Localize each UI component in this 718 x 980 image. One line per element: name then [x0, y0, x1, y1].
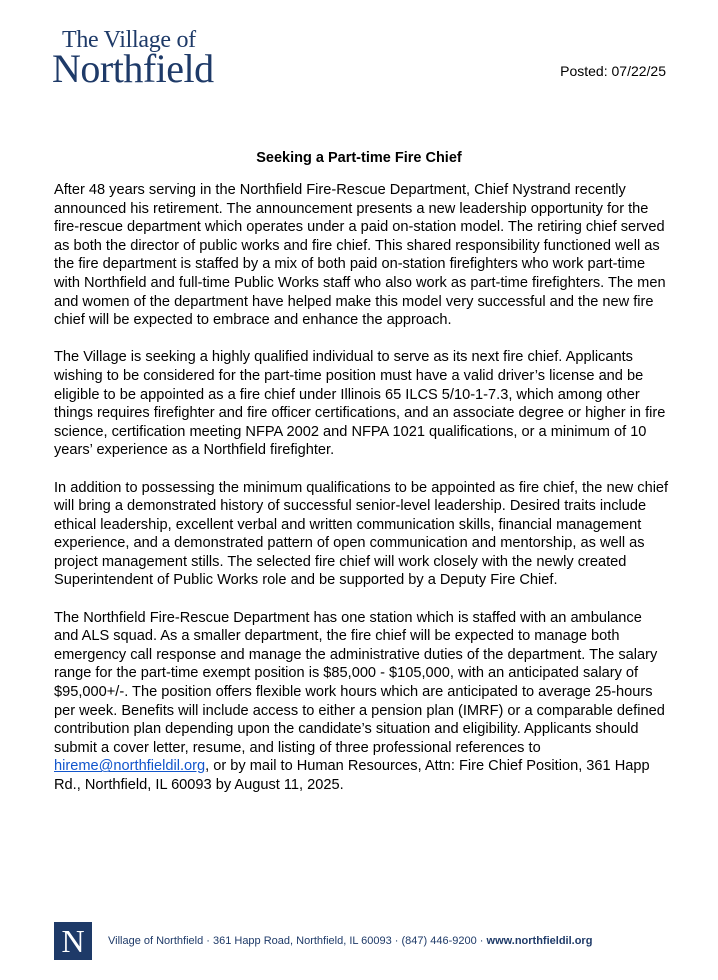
paragraph-department-and-application [54, 609, 670, 795]
paragraph-desired-traits: In addition to possessing the minimum qualifications to be appointed as fire chief, the new chief will bring a demonstrated history of successful senior-level leadership. Desired traits include ethical leadership, excellent verbal and written communication skills, financial management experience, and a demonstrated pattern of open communication and mentorship, as well as project management stills. The selected fire chief will work closely with the newly created Superintendent of Public Works role and be supported by a Deputy Fire Chief. [54, 479, 669, 589]
footer-website-link[interactable]: www.northfieldil.org [486, 935, 593, 947]
posted-date: Posted: 07/22/25 [560, 63, 666, 79]
footer-contact-line [108, 935, 592, 947]
logo-line-northfield: Northfield [52, 46, 214, 91]
application-text-before-email: The Northfield Fire-Rescue Department has one station which is staffed with an ambulance and ALS squad. As a smaller department, the fire chief will be expected to manage both emergency call response and manage the administrative duties of the department. The salary range for the part-time exempt position is $85,000 - $105,000, with an anticipated salary of $95,000+/-. The position offers flexible work hours which are anticipated to average 25-hours per week. Benefits will include access to either a pension plan (IMRF) or a comparable defined contribution plan depending upon the candidate’s situation and eligibility. Applicants should submit a cover letter, resume, and listing of three professional references to [54, 609, 665, 756]
village-logo [52, 27, 252, 91]
application-text-after-email: , or by mail to Human Resources, Attn: Fire Chief Position, 361 Happ Rd., Northfield, IL 60093 by August 11, 2025. [54, 758, 650, 793]
footer [54, 922, 674, 960]
document-body [54, 181, 670, 813]
document-title: Seeking a Part-time Fire Chief [256, 150, 462, 166]
northfield-n-logo-icon: N [54, 922, 92, 960]
paragraph-qualifications: The Village is seeking a highly qualified individual to serve as its next fire chief. Applicants wishing to be considered for the part-time position must have a valid driver’s license and be eligible to be appointed as a fire chief under Illinois 65 ILCS 5/10-1-7.3, which among other things requires firefighter and fire officer certifications, and an associate degree or higher in fire science, certification meeting NFPA 2002 and NFPA 1021 qualifications, or a minimum of 10 years’ experience as a Northfield firefighter. [54, 349, 666, 459]
email-link[interactable]: hireme@northfieldil.org [54, 758, 206, 775]
paragraph-retirement: After 48 years serving in the Northfield Fire-Rescue Department, Chief Nystrand recently announced his retirement. The announcement presents a new leadership opportunity for the fire-rescue department which operates under a paid on-station model. The retiring chief served as both the director of public works and fire chief. This shared responsibility functioned well as the fire department is staffed by a mix of both paid on-station firefighters who work part-time with Northfield and full-time Public Works staff who also work as part-time firefighters. The men and women of the department have helped make this model very successful and the new fire chief will be expected to embrace and enhance the approach. [54, 182, 666, 329]
logo-line-the-village-of: The Village of [62, 27, 196, 53]
footer-address: Village of Northfield · 361 Happ Road, Northfield, IL 60093 · (847) 446-9200 · [108, 935, 487, 947]
